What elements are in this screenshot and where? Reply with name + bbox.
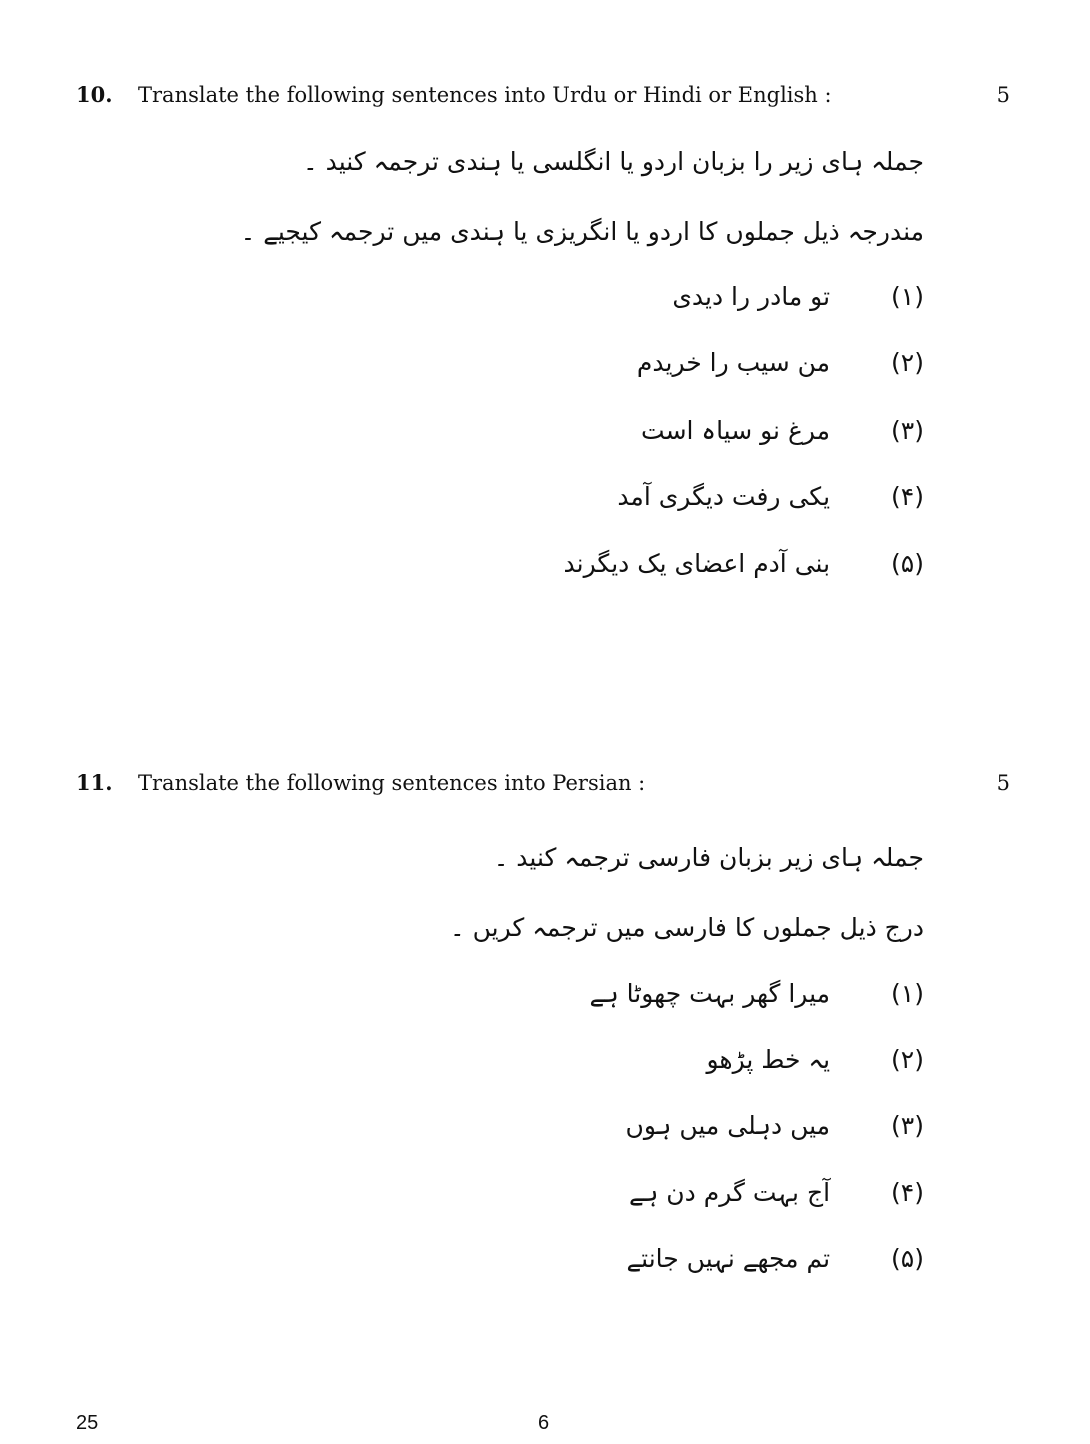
item-number: (۱) <box>891 979 924 1008</box>
item-text: یکی رفت دیگری آمد <box>617 482 831 511</box>
question-11-header <box>76 768 1010 798</box>
list-item <box>707 1040 925 1080</box>
paper-code: 25 <box>76 1412 99 1434</box>
list-item <box>617 477 924 517</box>
list-item <box>564 544 924 584</box>
item-text: میرا گھر بہت چھوٹا ہے <box>589 979 831 1008</box>
persian-instruction: جملہ ہای زیر بزبان فارسی ترجمہ کنید ۔ <box>493 843 924 872</box>
item-text: مرغ نو سیاہ است <box>641 416 831 445</box>
question-instruction: Translate the following sentences into Persian : <box>138 771 646 795</box>
list-item <box>589 974 924 1014</box>
item-text: یہ خط پڑھو <box>706 1045 831 1074</box>
list-item <box>629 1173 924 1213</box>
item-number: (۵) <box>891 1244 924 1273</box>
item-number: (۵) <box>891 549 924 578</box>
item-number: (۳) <box>891 416 924 445</box>
page-number: 6 <box>538 1412 550 1434</box>
item-text: تو مادر را دیدی <box>672 282 831 311</box>
item-text: میں دہلی میں ہوں <box>625 1111 831 1140</box>
item-number: (۲) <box>891 348 924 377</box>
urdu-instruction: مندرجہ ذیل جملوں کا اردو یا انگریزی یا ہندی میں ترجمہ کیجیے ۔ <box>240 217 924 246</box>
item-number: (۱) <box>891 282 924 311</box>
urdu-instruction: درج ذیل جملوں کا فارسی میں ترجمہ کریں ۔ <box>450 913 924 942</box>
list-item <box>625 1106 924 1146</box>
list-item <box>672 277 924 317</box>
question-marks: 5 <box>996 771 1010 795</box>
question-number: 10. <box>76 82 113 107</box>
item-number: (۲) <box>891 1045 924 1074</box>
question-10-header <box>76 80 1010 110</box>
item-text: تم مجھے نہیں جانتے <box>626 1244 831 1273</box>
item-text: آج بہت گرم دن ہے <box>629 1178 831 1207</box>
question-instruction: Translate the following sentences into Urdu or Hindi or English : <box>138 83 832 107</box>
question-number: 11. <box>76 770 113 795</box>
item-text: بنی آدم اعضای یک دیگرند <box>563 549 831 578</box>
persian-instruction: جملہ ہای زیر را بزبان اردو یا انگلسی یا ہندی ترجمہ کنید ۔ <box>302 147 924 176</box>
list-item <box>627 1239 925 1279</box>
item-number: (۴) <box>891 1178 924 1207</box>
item-number: (۴) <box>891 482 924 511</box>
list-item <box>637 343 924 383</box>
item-text: من سیب را خریدم <box>636 348 831 377</box>
list-item <box>641 411 924 451</box>
item-number: (۳) <box>891 1111 924 1140</box>
question-marks: 5 <box>996 83 1010 107</box>
